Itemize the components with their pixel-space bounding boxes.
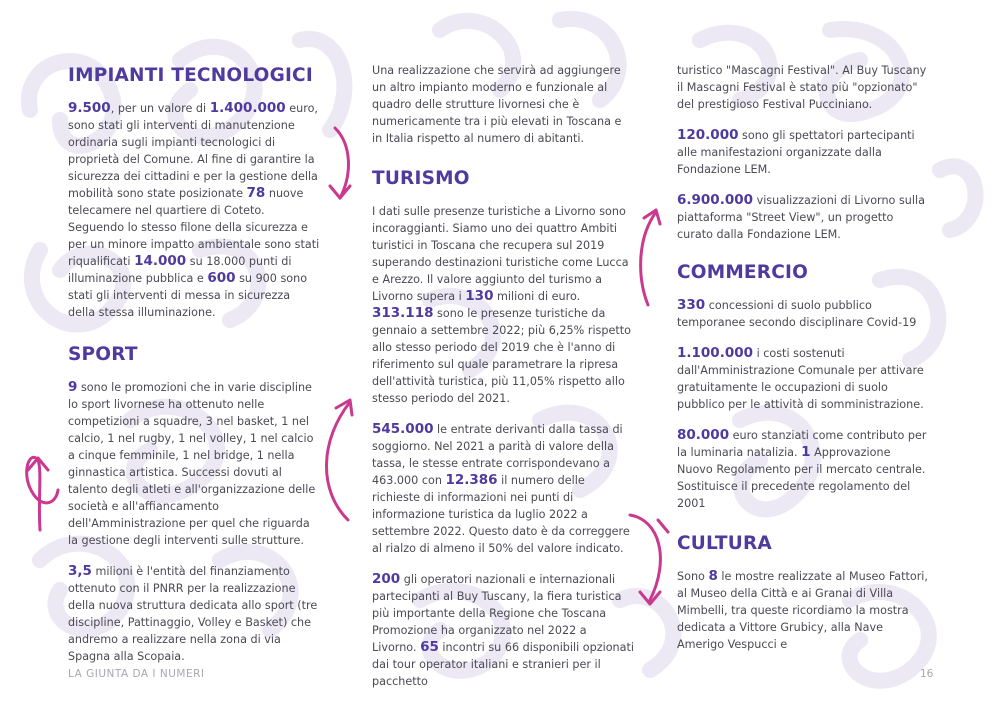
paragraph-commercio-costi (677, 345, 929, 413)
text-run: sono gli spettatori partecipanti alle manifestazioni organizzate dalla Fondazione LEM. (677, 129, 915, 176)
paragraph-turismo-buy-tuscany (372, 571, 634, 690)
text-run: i costi sostenuti dall'Amministrazione Comunale per attivare gratuitamente le occupazioni di suolo pubblico per le attività di somministrazione. (677, 347, 924, 411)
text-run: sono le presenze turistiche da gennaio a settembre 2022; più 6,25% rispetto allo stesso periodo del 2019 che è l'anno di riferimento sul quale parametrare la ripresa dell'attività turistica, più 11,05% rispetto allo stesso periodo del 2021. (372, 307, 631, 405)
loop-arrow-icon (27, 457, 58, 530)
highlight-number: 545.000 (372, 421, 434, 437)
highlight-number: 9 (68, 379, 78, 395)
page-number: 16 (920, 668, 934, 680)
highlight-number: 65 (420, 639, 439, 655)
paragraph-spettatori (677, 127, 929, 178)
text-run: euro, sono stati gli interventi di manutenzione ordinaria sugli impianti tecnologici di proprietà del Comune. Al fine di garantire la sicurezza dei cittadini e per la gestione della mobilità sono state posizionate (68, 102, 318, 200)
highlight-number: 1 (801, 444, 811, 460)
text-run: Sono (677, 570, 709, 583)
paragraph-commercio-concessioni (677, 297, 929, 331)
paragraph-turismo-tassa (372, 421, 634, 557)
highlight-number: 130 (465, 288, 494, 304)
highlight-number: 1.100.000 (677, 345, 754, 361)
heading-commercio: COMMERCIO (677, 262, 808, 283)
text-run: nuove telecamere nel quartiere di Coteto. Seguendo lo stesso filone della sicurezza e per un minore impatto ambientale sono stati riqualificati (68, 187, 320, 268)
paragraph-impianti (68, 100, 320, 321)
column-left (68, 66, 320, 679)
heading-turismo: TURISMO (372, 168, 470, 189)
highlight-number: 8 (708, 568, 718, 584)
paragraph-mascagni (677, 62, 929, 113)
highlight-number: 78 (246, 185, 266, 201)
heading-sport: SPORT (68, 344, 138, 365)
text-run: su 900 sono stati gli interventi di messa in sicurezza della stessa illuminazione. (68, 272, 308, 319)
arrow-down-icon (330, 128, 350, 198)
arrow-up-right-icon (641, 210, 660, 305)
highlight-number: 12.386 (445, 472, 498, 488)
column-middle (372, 62, 634, 704)
paragraph-cultura (677, 568, 929, 653)
highlight-number: 9.500 (68, 100, 111, 116)
text-run: su 18.000 punti di illuminazione pubblica e (68, 255, 292, 285)
text-run: Approvazione Nuovo Regolamento per il mercato centrale. Sostituisce il precedente regolamento del 2001 (677, 446, 926, 510)
highlight-number: 3,5 (68, 563, 92, 579)
text-run: turistico "Mascagni Festival". Al Buy Tuscany il Mascagni Festival è stato più "opzionato" del prestigioso Festival Pucciniano. (677, 64, 927, 111)
text-run: Una realizzazione che servirà ad aggiungere un altro impianto moderno e funzionale al quadro delle strutture livornesi che è numericamente tra i più elevati in Toscana e in Italia rispetto al numero di abitanti. (372, 64, 622, 145)
highlight-number: 1.400.000 (209, 100, 286, 116)
text-run: le mostre realizzate al Museo Fattori, al Museo della Città e ai Granai di Villa Mimbelli, tra queste ricordiamo la mostra dedicata a Vittore Grubicy, alla Nave Amerigo Vespucci e (677, 570, 928, 651)
highlight-number: 120.000 (677, 127, 739, 143)
heading-impianti-tecnologici: IMPIANTI TECNOLOGICI (68, 65, 313, 86)
text-run: milioni è l'entità del finanziamento ottenuto con il PNRR per la realizzazione della nuova struttura dedicata allo sport (tre discipline, Pattinaggio, Volley e Basket) che andremo a realizzare nella zona di via Spagna alla Scopaia. (68, 565, 318, 663)
paragraph-street-view (677, 192, 929, 243)
text-run: , per un valore di (110, 102, 210, 115)
text-run: sono le promozioni che in varie discipline lo sport livornese ha ottenuto nelle competizioni a squadre, 3 nel basket, 1 nel calcio, 1 nel rugby, 1 nel volley, 1 nel calcio a cinque femminile, 1 nel bridge, 1 nella ginnastica artistica. Successi dovuti al talento degli atleti e all'organizzazione delle società e all'affiancamento dell'Amministrazione per quel che riguarda la gestione degli interventi sulle strutture. (68, 381, 316, 547)
text-run: I dati sulle presenze turistiche a Livorno sono incoraggianti. Siamo uno dei quattro Ambiti turistici in Toscana che recupera sul 2019 superando destinazioni turistiche come Lucca e Arezzo. Il valore aggiunto del turismo a Livorno supera i (372, 205, 629, 303)
paragraph-intro (372, 62, 634, 147)
text-run: il numero delle richieste di informazioni nei punti di informazione turistica da luglio 2022 a settembre 2022. Questo dato è da correggere al rialzo di almeno il 50% del valore indicato. (372, 474, 630, 555)
paragraph-sport-pnrr (68, 563, 320, 665)
highlight-number: 200 (372, 571, 401, 587)
highlight-number: 330 (677, 297, 706, 313)
arrow-curve-down-icon (630, 515, 668, 604)
paragraph-sport-promozioni (68, 379, 320, 549)
highlight-number: 80.000 (677, 427, 730, 443)
heading-cultura: CULTURA (677, 533, 772, 554)
text-run: incontri su 66 disponibili opzionati dai tour operator italiani e stranieri per il pacchetto (372, 641, 634, 688)
column-right (677, 62, 929, 667)
paragraph-commercio-luminaria (677, 427, 929, 512)
text-run: milioni di euro. (493, 290, 581, 303)
paragraph-turismo-presenze (372, 203, 634, 407)
highlight-number: 14.000 (134, 253, 187, 269)
text-run: gli operatori nazionali e internazionali partecipanti al Buy Tuscany, la fiera turistica più importante della Regione che Toscana Promozione ha organizzato nel 2022 a Livorno. (372, 573, 622, 654)
text-run: le entrate derivanti dalla tassa di soggiorno. Nel 2021 a parità di valore della tassa, le stesse entrate corrispondevano a 463.000 con (372, 423, 623, 487)
highlight-number: 6.900.000 (677, 192, 754, 208)
arrow-up-icon (326, 400, 352, 520)
text-run: concessioni di suolo pubblico temporanee secondo disciplinare Covid-19 (677, 299, 917, 329)
highlight-number: 600 (207, 270, 236, 286)
text-run: euro stanziati come contributo per la luminaria natalizia. (677, 429, 927, 459)
footer-title: LA GIUNTA DA I NUMERI (68, 668, 205, 680)
text-run: visualizzazioni di Livorno sulla piattaforma "Street View", un progetto curato dalla Fondazione LEM. (677, 194, 925, 241)
highlight-number: 313.118 (372, 305, 434, 321)
